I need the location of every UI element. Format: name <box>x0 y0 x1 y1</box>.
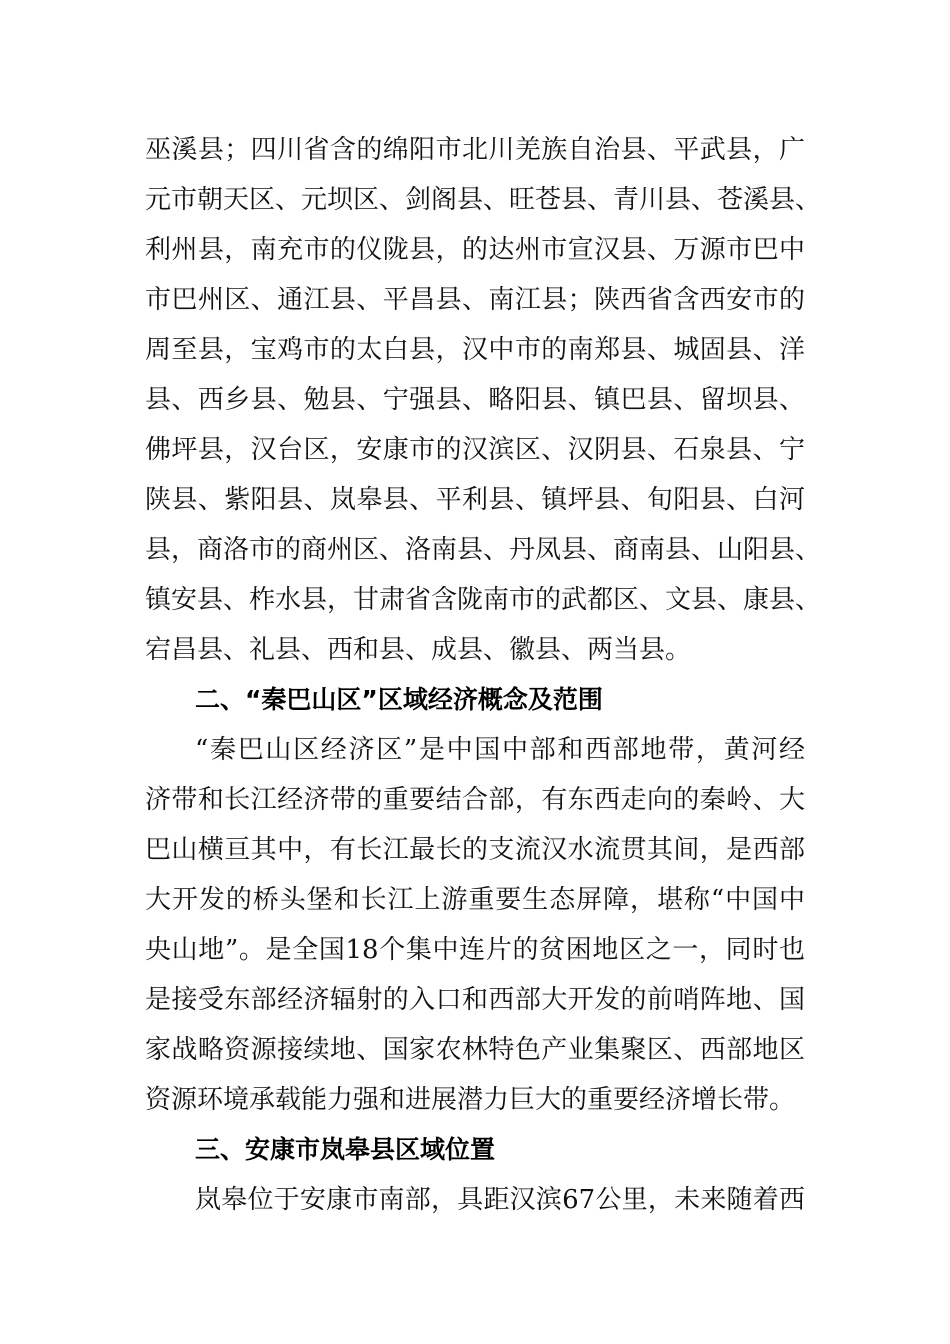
paragraph-line: 县、西乡县、勉县、宁强县、略阳县、镇巴县、留坝县、 <box>145 385 805 415</box>
paragraph-line: 利州县，南充市的仪陇县，的达州市宣汉县、万源市巴中 <box>145 235 805 265</box>
paragraph-line: 家战略资源接续地、国家农林特色产业集聚区、西部地区 <box>145 1035 805 1065</box>
section-heading: 二、“秦巴山区”区域经济概念及范围 <box>195 685 603 714</box>
paragraph-line: 佛坪县，汉台区，安康市的汉滨区、汉阴县、石泉县、宁 <box>145 435 805 465</box>
paragraph-line: 陕县、紫阳县、岚皋县、平利县、镇坪县、旬阳县、白河 <box>145 485 805 515</box>
paragraph-line: 央山地”。是全国18个集中连片的贫困地区之一，同时也 <box>145 935 805 965</box>
paragraph-line: 元市朝天区、元坝区、剑阁县、旺苍县、青川县、苍溪县、 <box>145 185 822 215</box>
paragraph-line: 巫溪县；四川省含的绵阳市北川羌族自治县、平武县，广 <box>145 135 805 165</box>
paragraph-line: 大开发的桥头堡和长江上游重要生态屏障，堪称“中国中 <box>145 885 805 915</box>
paragraph-line: 县，商洛市的商州区、洛南县、丹凤县、商南县、山阳县、 <box>145 535 822 565</box>
paragraph-line: 巴山横亘其中，有长江最长的支流汉水流贯其间，是西部 <box>145 835 805 865</box>
paragraph-line: 济带和长江经济带的重要结合部，有东西走向的秦岭、大 <box>145 785 805 815</box>
paragraph-line: 岚皋位于安康市南部，具距汉滨67公里，未来随着西 <box>195 1185 805 1215</box>
paragraph-line: 镇安县、柞水县，甘肃省含陇南市的武都区、文县、康县、 <box>145 585 822 615</box>
paragraph-line: 市巴州区、通江县、平昌县、南江县；陕西省含西安市的 <box>145 285 805 315</box>
paragraph-line: 宕昌县、礼县、西和县、成县、徽县、两当县。 <box>145 635 692 665</box>
section-heading: 三、安康市岚皋县区域位置 <box>195 1135 496 1164</box>
paragraph-line: “秦巴山区经济区”是中国中部和西部地带，黄河经 <box>195 735 805 765</box>
paragraph-line: 资源环境承载能力强和进展潜力巨大的重要经济增长带。 <box>145 1085 796 1115</box>
paragraph-line: 是接受东部经济辐射的入口和西部大开发的前哨阵地、国 <box>145 985 805 1015</box>
paragraph-line: 周至县，宝鸡市的太白县，汉中市的南郑县、城固县、洋 <box>145 335 805 365</box>
